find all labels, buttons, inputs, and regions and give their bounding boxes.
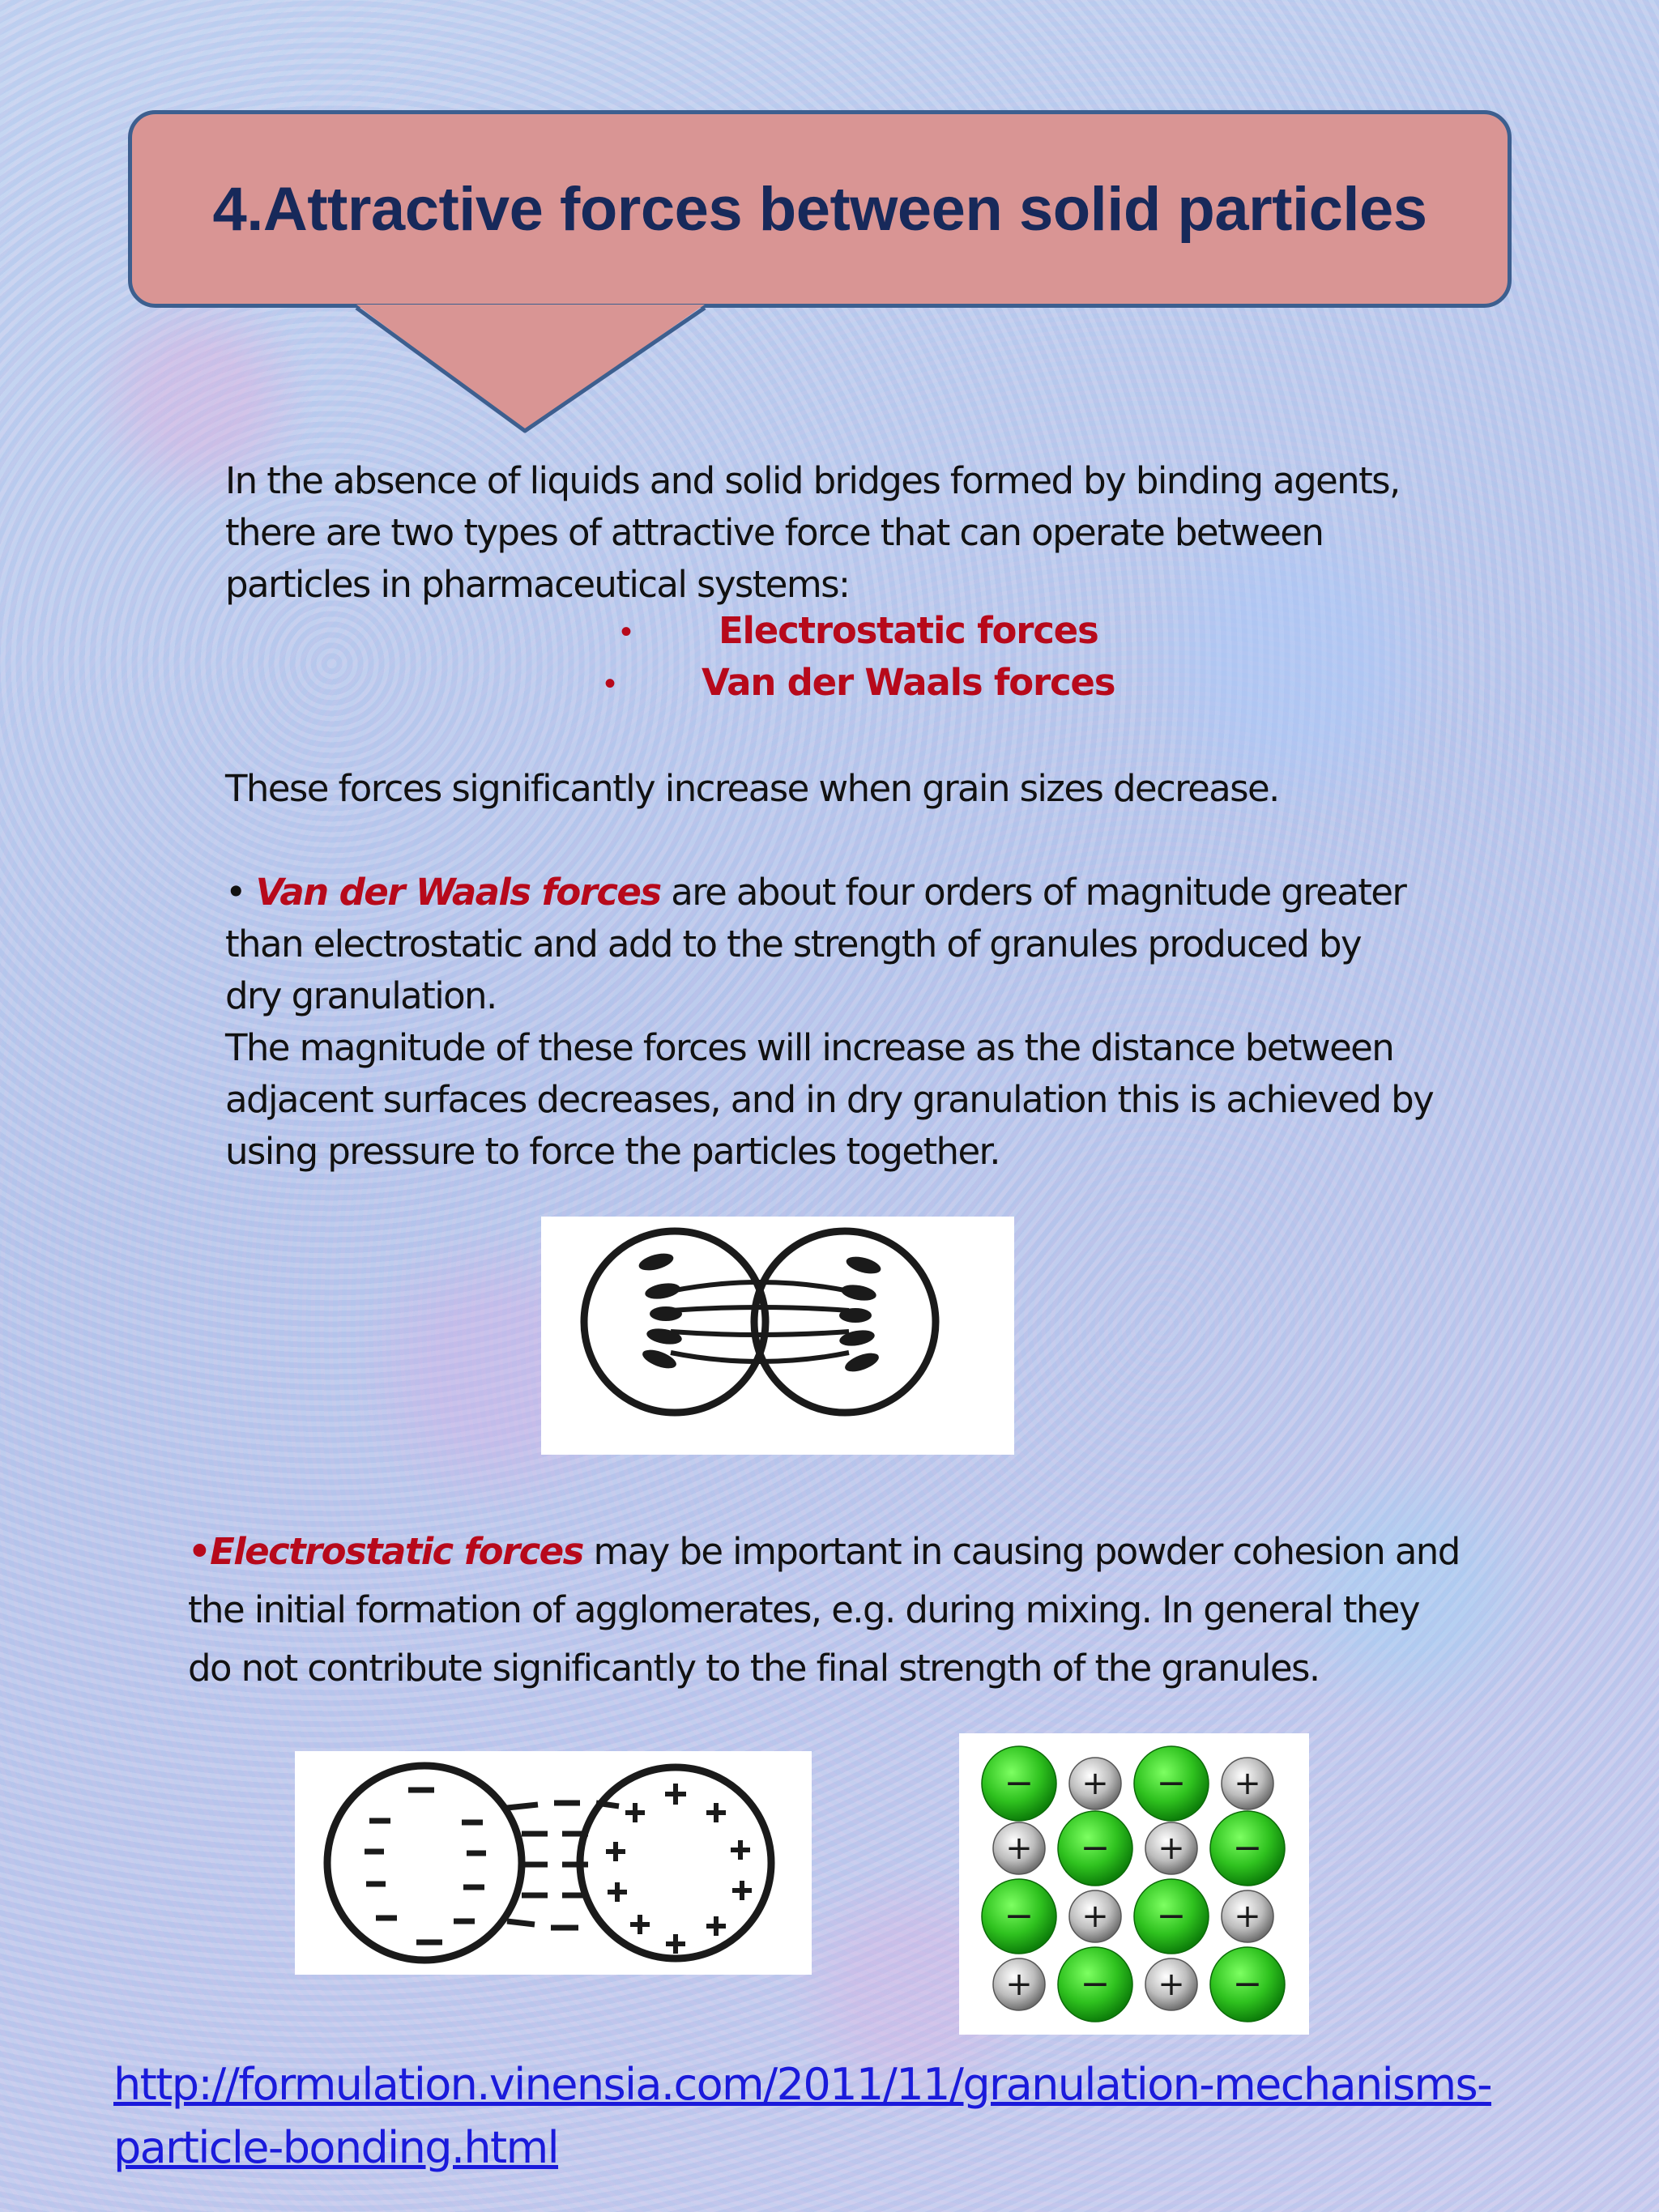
negative-ion xyxy=(1058,1947,1132,2022)
intro-line: particles in pharmaceutical systems: xyxy=(225,563,850,606)
vdw-first-line xyxy=(225,867,1570,918)
page-title: 4.Attractive forces between solid particles xyxy=(212,174,1427,244)
positive-ion xyxy=(993,1958,1045,2010)
positive-ion xyxy=(1145,1958,1197,2010)
vdw-line: dry granulation. xyxy=(225,974,497,1017)
plus-sign: + xyxy=(1081,1765,1109,1802)
plus-sign: + xyxy=(1234,1765,1261,1802)
vdw-first-line-rest: are about four orders of magnitude greater xyxy=(660,871,1406,914)
bullet-icon: • xyxy=(604,666,616,701)
minus-sign: − xyxy=(1156,1762,1187,1804)
bullet-icon: • xyxy=(225,871,245,914)
minus-sign: − xyxy=(1004,1762,1034,1804)
plus-sign: + xyxy=(1005,1966,1033,2003)
minus-sign: − xyxy=(1004,1895,1034,1937)
minus-sign: − xyxy=(1156,1895,1187,1937)
vdw-diagram xyxy=(541,1217,1014,1455)
vdw-line: than electrostatic and add to the strength of granules produced by xyxy=(225,923,1362,965)
intro-line: In the absence of liquids and solid bridges formed by binding agents, xyxy=(225,459,1400,502)
force-type-vdw: Van der Waals forces xyxy=(702,661,1115,704)
electrostatic-paragraph xyxy=(188,1523,1581,1698)
positive-ion xyxy=(1145,1822,1197,1874)
electrostatic-term: Electrostatic forces xyxy=(210,1530,583,1573)
vdw-line: The magnitude of these forces will increase as the distance between xyxy=(225,1026,1394,1069)
force-type-electrostatic: Electrostatic forces xyxy=(719,609,1098,652)
plus-sign: + xyxy=(1234,1898,1261,1935)
ion-lattice-diagram xyxy=(959,1733,1309,2035)
negative-ion xyxy=(1134,1879,1209,1954)
minus-sign: − xyxy=(1080,1827,1111,1869)
electrostatic-diagram xyxy=(295,1751,812,1975)
electrostatic-first-line xyxy=(188,1523,1581,1581)
positive-ion xyxy=(1222,1890,1273,1942)
minus-sign: − xyxy=(1232,1827,1263,1869)
bullet-icon: • xyxy=(188,1530,211,1573)
minus-sign: − xyxy=(1080,1963,1111,2005)
positive-ion xyxy=(1222,1758,1273,1809)
two-circles-vdw-icon xyxy=(541,1217,1014,1455)
electrostatic-first-line-rest: may be important in causing powder cohesion and xyxy=(582,1530,1460,1573)
minus-sign: − xyxy=(1232,1963,1263,2005)
bullet-icon: • xyxy=(621,614,633,650)
plus-sign: + xyxy=(1081,1898,1109,1935)
source-link[interactable] xyxy=(113,2053,1620,2180)
negative-ion xyxy=(982,1879,1056,1954)
source-link-line[interactable]: particle-bonding.html xyxy=(113,2122,559,2173)
positive-ion xyxy=(1069,1890,1121,1942)
negative-ion xyxy=(982,1746,1056,1821)
vdw-term: Van der Waals forces xyxy=(255,871,661,914)
vdw-line: using pressure to force the particles together. xyxy=(225,1130,1000,1173)
source-link-line[interactable]: http://formulation.vinensia.com/2011/11/granulation-mechanisms- xyxy=(113,2059,1491,2110)
grain-size-note: These forces significantly increase when grain sizes decrease. xyxy=(225,767,1279,810)
plus-sign: + xyxy=(1005,1830,1033,1867)
plus-sign: + xyxy=(1158,1966,1185,2003)
positive-ion xyxy=(1069,1758,1121,1809)
plus-sign: + xyxy=(1158,1830,1185,1867)
callout-pointer xyxy=(0,0,1659,454)
negative-ion xyxy=(1210,1947,1285,2022)
negative-ion xyxy=(1058,1811,1132,1886)
intro-paragraph xyxy=(225,455,1537,611)
positive-ion xyxy=(993,1822,1045,1874)
vdw-paragraph xyxy=(225,867,1570,1178)
intro-line: there are two types of attractive force that can operate between xyxy=(225,511,1324,554)
charged-circles-icon xyxy=(295,1751,812,1975)
negative-ion xyxy=(1210,1811,1285,1886)
electrostatic-line: the initial formation of agglomerates, e.g. during mixing. In general they xyxy=(188,1588,1419,1631)
negative-ion xyxy=(1134,1746,1209,1821)
vdw-line: adjacent surfaces decreases, and in dry granulation this is achieved by xyxy=(225,1078,1434,1121)
electrostatic-line: do not contribute significantly to the final strength of the granules. xyxy=(188,1647,1320,1690)
ion-lattice-icon xyxy=(959,1733,1309,2035)
